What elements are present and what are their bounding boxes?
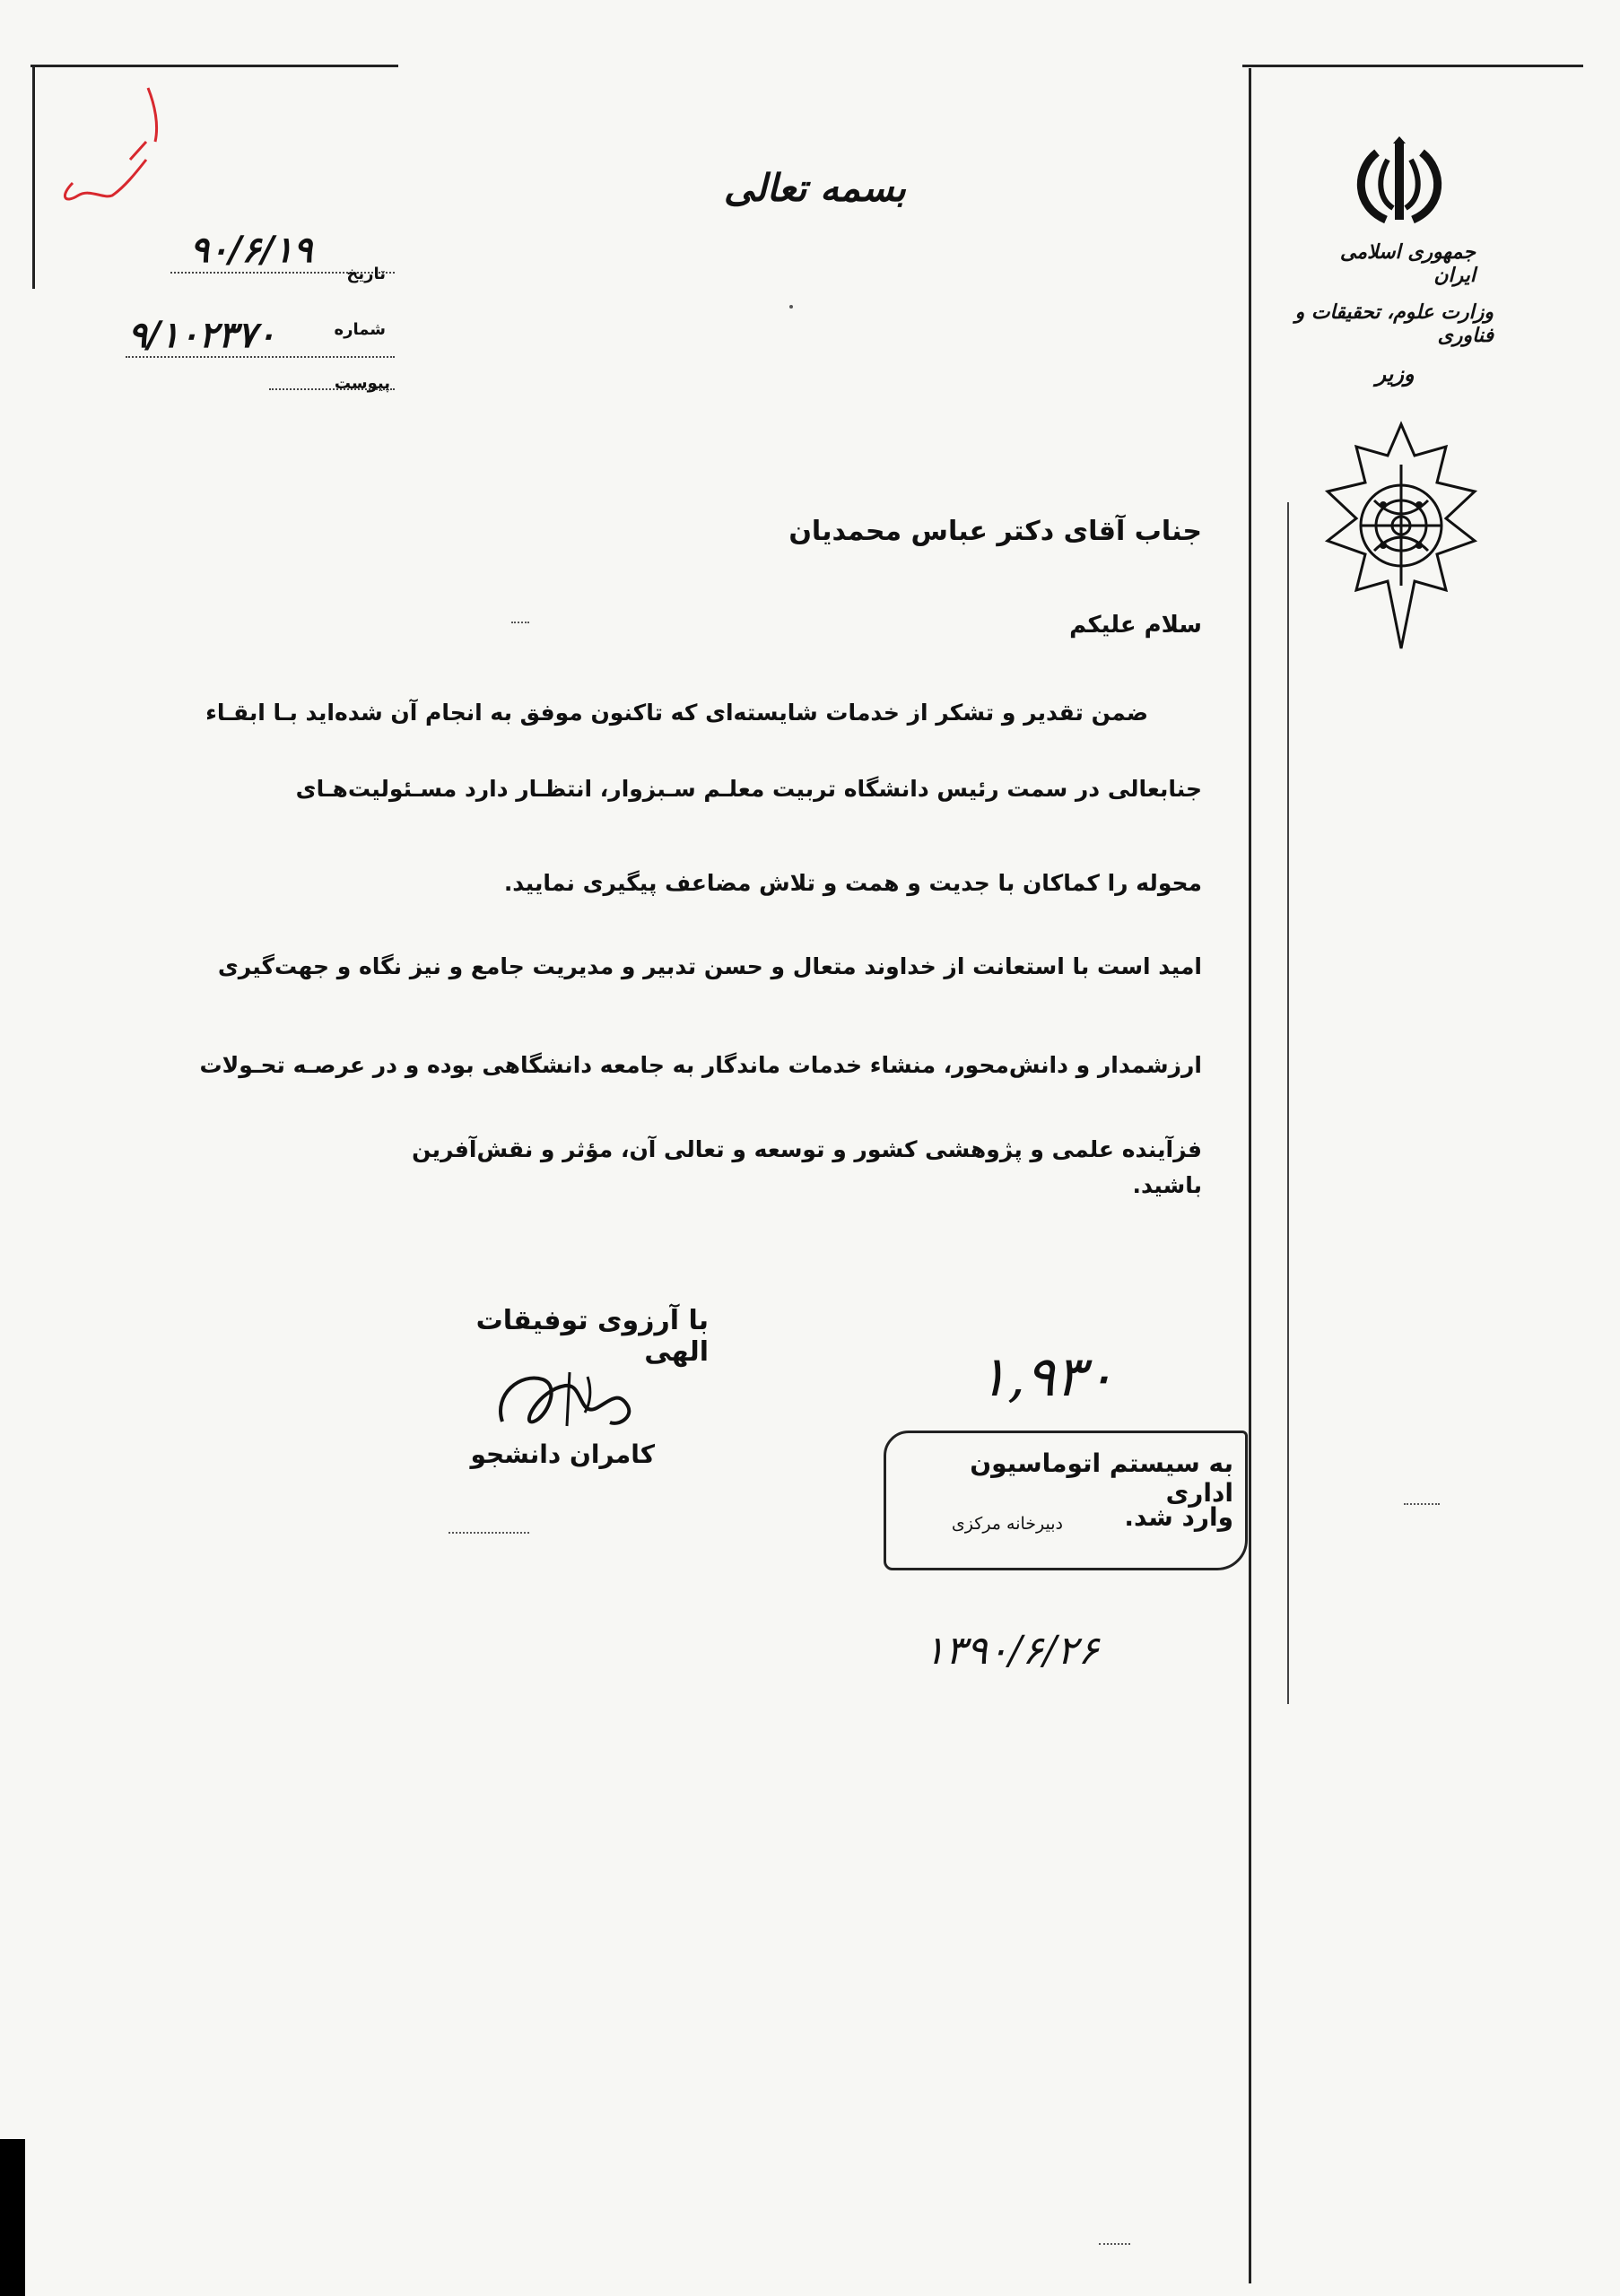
signatory-name: کامران دانشجو: [470, 1439, 655, 1469]
letter-meta: [90, 229, 390, 408]
paragraph-1-line-2: جنابعالی در سمت رئیس دانشگاه تربیت معلـم سـبزوار، انتظـار دارد مسـئولیت‌هـای: [295, 776, 1202, 802]
frame-top-left-line: [30, 65, 398, 67]
stamp-line-1: به سیستم اتوماسیون اداری: [970, 1448, 1233, 1508]
number-label: شماره: [334, 320, 386, 339]
scan-edge-shadow: [0, 2139, 25, 2296]
scan-speck: [789, 305, 793, 309]
scan-speck: [1099, 2238, 1130, 2245]
stamp-line-2: وارد شد.: [1124, 1502, 1233, 1532]
office-title: وزیر: [1375, 361, 1415, 387]
paragraph-1-line-3: محوله را کماکان با جدیت و همت و تلاش مضاعف پیگیری نمایید.: [503, 870, 1202, 896]
paragraph-2-line-2: ارزشمدار و دانش‌محور، منشاء خدمات ماندگار به جامعه دانشگاهی بوده و در عرصـه تحـولات: [199, 1052, 1202, 1078]
margin-rule-inner: [1287, 502, 1289, 1704]
stamp-subtitle: دبیرخانه مرکزی: [951, 1514, 1063, 1534]
red-check-mark-icon: [40, 70, 166, 227]
handwritten-registration-number: ۱,۹۳۰: [978, 1344, 1115, 1409]
paragraph-2-line-3: فزآینده علمی و پژوهشی کشور و توسعه و تعالی آن، مؤثر و نقش‌آفرین باشید.: [412, 1136, 1202, 1198]
frame-left-side-line: [32, 65, 35, 289]
date-value: ۹۰/۶/۱۹: [189, 229, 313, 271]
country-name: جمهوری اسلامی ایران: [1339, 240, 1476, 287]
scan-speck: [449, 1525, 529, 1534]
frame-top-right-line: [1242, 65, 1583, 67]
greeting: سلام علیکم: [1069, 612, 1202, 639]
number-line: [126, 356, 395, 358]
date-label: تاریخ: [346, 265, 386, 283]
attachment-label: پیوست: [334, 374, 390, 393]
invocation-heading: بسمه تعالی: [723, 166, 906, 210]
signature-drawing: [484, 1354, 646, 1453]
paragraph-1-line-1: ضمن تقدیر و تشکر از خدمات شایسته‌ای که تاکنون موفق به انجام آن شده‌اید بـا ابقـاء: [205, 700, 1148, 726]
handwritten-received-date: ۱۳۹۰/۶/۲۶: [924, 1628, 1100, 1674]
number-value: ۹/۱۰۲۳۷۰: [127, 314, 276, 356]
iran-emblem-icon: [1350, 135, 1449, 233]
scan-speck: [1404, 1498, 1440, 1505]
closing-phrase: با آرزوی توفیقات الهی: [475, 1305, 709, 1368]
recipient-name: جناب آقای دکتر عباس محمدیان: [788, 516, 1202, 547]
paragraph-2-line-1: امید است با استعانت از خداوند متعال و حسن تدبیر و مدیریت جامع و نیز نگاه و جهت‌گیری: [217, 953, 1202, 979]
margin-rule-outer: [1249, 68, 1251, 2283]
ornament-rosette-icon: [1320, 420, 1482, 653]
scan-speck: [511, 614, 529, 623]
ministry-name: وزارت علوم، تحقیقات و فناوری: [1294, 300, 1494, 347]
